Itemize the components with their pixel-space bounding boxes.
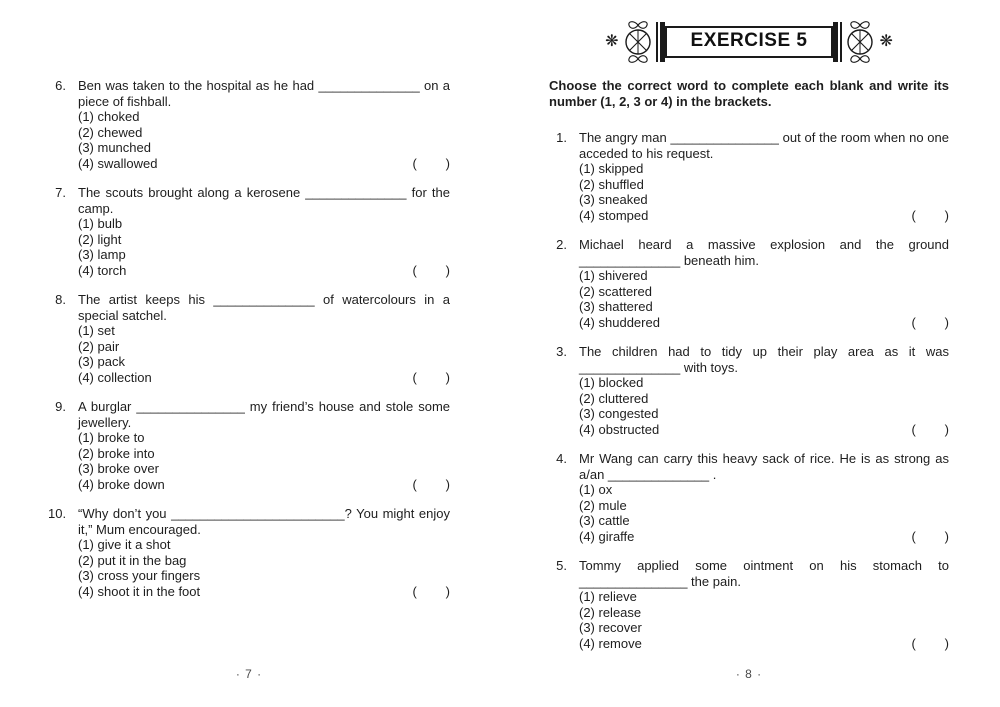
question-body (579, 344, 949, 437)
option-3: (3) broke over (78, 461, 159, 476)
question-number: 2. (556, 237, 567, 252)
option-2: (2) chewed (78, 124, 143, 140)
banner-right-ornaments (833, 17, 893, 67)
option-row (78, 370, 450, 386)
option-4: (4) remove (579, 635, 642, 651)
option-2: (2) scattered (579, 283, 652, 299)
question-stem: The artist keeps his ______________ of watercolours in a special satchel. (78, 292, 450, 323)
question-6 (48, 78, 450, 171)
option-1: (1) skipped (579, 161, 644, 176)
option-4: (4) obstructed (579, 421, 660, 437)
page-left (48, 0, 450, 707)
option-row (78, 156, 450, 172)
question-stem: Ben was taken to the hospital as he had ______________ on a piece of fishball. (78, 78, 450, 109)
banner-bar-thin (840, 22, 842, 62)
option-4: (4) shuddered (579, 314, 660, 330)
answer-brackets: ( ) (412, 583, 450, 599)
answer-brackets: ( ) (412, 476, 450, 492)
question-9 (48, 399, 450, 492)
option-1: (1) shivered (579, 268, 648, 283)
left-page-content (48, 0, 450, 599)
page-number-right: · 8 · (735, 667, 763, 681)
question-body (579, 451, 949, 544)
exercise-title: EXERCISE 5 (665, 26, 834, 58)
question-2 (549, 237, 949, 330)
question-number: 1. (556, 130, 567, 145)
question-stem: Mr Wang can carry this heavy sack of rice. He is as strong as a/an ______________ . (579, 451, 949, 482)
snowflake-icon: ❋ (605, 33, 619, 50)
option-2: (2) shuffled (579, 176, 644, 192)
question-number: 10. (48, 506, 67, 521)
page-right (549, 0, 949, 707)
question-8 (48, 292, 450, 385)
answer-brackets: ( ) (911, 314, 949, 330)
option-2: (2) release (579, 604, 642, 620)
question-stem: The children had to tidy up their play area as it was ______________ with toys. (579, 344, 949, 375)
option-4: (4) torch (78, 262, 127, 278)
option-4: (4) swallowed (78, 155, 158, 171)
option-3: (3) pack (78, 354, 125, 369)
answer-brackets: ( ) (412, 155, 450, 171)
option-3: (3) lamp (78, 247, 126, 262)
option-1: (1) choked (78, 109, 140, 124)
option-2: (2) broke into (78, 445, 155, 461)
question-3 (549, 344, 949, 437)
answer-brackets: ( ) (911, 635, 949, 651)
option-4: (4) shoot it in the foot (78, 583, 201, 599)
question-number: 9. (55, 399, 66, 414)
question-10 (48, 506, 450, 599)
option-1: (1) ox (579, 482, 613, 497)
option-3: (3) munched (78, 140, 151, 155)
option-4: (4) collection (78, 369, 152, 385)
question-number: 3. (556, 344, 567, 359)
question-number: 5. (556, 558, 567, 573)
option-4: (4) giraffe (579, 528, 635, 544)
option-4: (4) stomped (579, 207, 649, 223)
option-2: (2) mule (579, 497, 627, 513)
question-stem: “Why don’t you ________________________? You might enjoy it,” Mum encouraged. (78, 506, 450, 537)
banner-bar-thin (656, 22, 658, 62)
question-number: 7. (55, 185, 66, 200)
scroll-ornament-icon (620, 17, 654, 67)
option-4: (4) broke down (78, 476, 165, 492)
exercise-banner (549, 16, 949, 68)
option-3: (3) cattle (579, 513, 630, 528)
option-3: (3) sneaked (579, 192, 648, 207)
question-stem: A burglar _______________ my friend’s house and stole some jewellery. (78, 399, 450, 430)
question-1 (549, 130, 949, 223)
question-stem: The scouts brought along a kerosene ______________ for the camp. (78, 185, 450, 216)
option-2: (2) light (78, 231, 122, 247)
answer-brackets: ( ) (911, 207, 949, 223)
question-body (579, 558, 949, 651)
question-7 (48, 185, 450, 278)
option-3: (3) congested (579, 406, 659, 421)
question-body (78, 399, 450, 492)
question-4 (549, 451, 949, 544)
question-body (78, 185, 450, 278)
option-row (579, 208, 949, 224)
scroll-ornament-icon (844, 17, 878, 67)
question-stem: The angry man _______________ out of the room when no one acceded to his request. (579, 130, 949, 161)
option-1: (1) give it a shot (78, 537, 171, 552)
question-body (78, 506, 450, 599)
question-5 (549, 558, 949, 651)
question-body (579, 130, 949, 223)
option-2: (2) cluttered (579, 390, 649, 406)
option-row (579, 636, 949, 652)
option-2: (2) pair (78, 338, 120, 354)
option-3: (3) cross your fingers (78, 568, 201, 583)
answer-brackets: ( ) (412, 262, 450, 278)
question-number: 6. (55, 78, 66, 93)
answer-brackets: ( ) (412, 369, 450, 385)
question-body (78, 78, 450, 171)
question-number: 8. (55, 292, 66, 307)
answer-brackets: ( ) (911, 528, 949, 544)
right-page-content (549, 130, 949, 651)
question-body (78, 292, 450, 385)
option-row (579, 422, 949, 438)
question-stem: Michael heard a massive explosion and the ground ______________ beneath him. (579, 237, 949, 268)
option-1: (1) relieve (579, 589, 637, 604)
option-3: (3) recover (579, 620, 642, 635)
answer-brackets: ( ) (911, 421, 949, 437)
banner-bar (833, 22, 838, 62)
banner-left-ornaments (604, 17, 664, 67)
option-3: (3) shattered (579, 299, 653, 314)
option-2: (2) put it in the bag (78, 552, 187, 568)
option-row (579, 529, 949, 545)
option-1: (1) bulb (78, 216, 123, 231)
page-number-left: · 7 · (235, 667, 263, 681)
option-1: (1) broke to (78, 430, 145, 445)
option-row (579, 315, 949, 331)
question-number: 4. (556, 451, 567, 466)
option-1: (1) set (78, 323, 115, 338)
option-row (78, 584, 450, 600)
question-stem: Tommy applied some ointment on his stomach to _______________ the pain. (579, 558, 949, 589)
option-1: (1) blocked (579, 375, 644, 390)
option-row (78, 263, 450, 279)
snowflake-icon: ❋ (879, 33, 893, 50)
question-body (579, 237, 949, 330)
option-row (78, 477, 450, 493)
instruction-text: Choose the correct word to complete each blank and write its number (1, 2, 3 or 4) in the brackets. (549, 78, 949, 109)
